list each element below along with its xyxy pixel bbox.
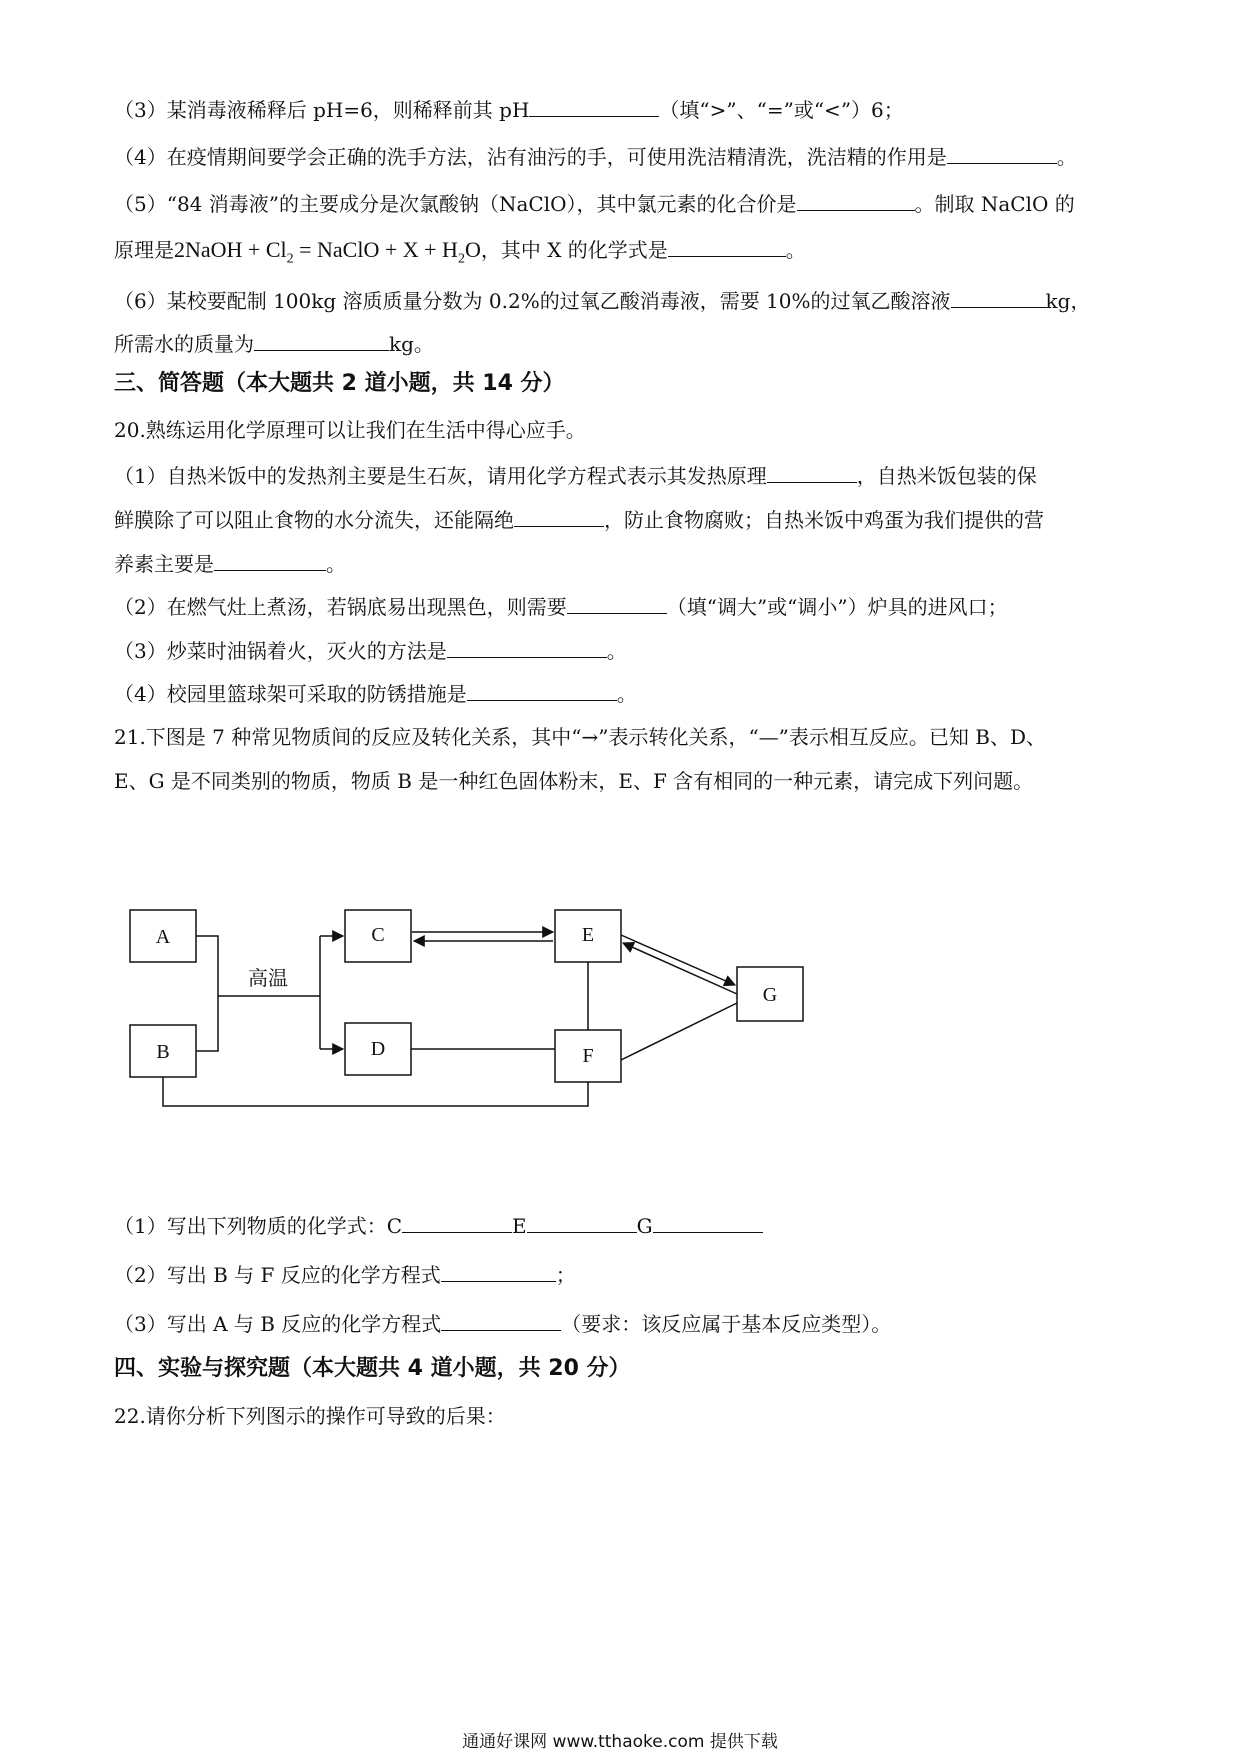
node-label-A: A bbox=[155, 926, 171, 948]
q21-intro-line1: 21.下图是 7 种常见物质间的反应及转化关系，其中“→”表示转化关系，“—”表示相互反应。已知 B、D、 bbox=[114, 725, 1046, 749]
q20-part3: （3）炒菜时油锅着火，灭火的方法是 。 bbox=[114, 639, 627, 663]
node-label-E: E bbox=[581, 924, 595, 946]
q19-part6-water: 所需水的质量为 kg。 bbox=[114, 332, 434, 356]
q20-intro: 20.熟练运用化学原理可以让我们在生活中得心应手。 bbox=[114, 418, 586, 442]
q19-part5-equation: 原理是2NaOH + $Cl_2$ = NaClO + $X + H_2O$，其中 X 的化学式是 。 bbox=[114, 237, 806, 267]
line-F-G bbox=[621, 1003, 737, 1060]
answer-blank-G[interactable] bbox=[653, 1212, 763, 1233]
section-heading: 三、简答题（本大题共 2 道小题，共 14 分） bbox=[114, 371, 565, 396]
node-label-C: C bbox=[371, 924, 385, 946]
q20-part1-line2: 鲜膜除了可以阻止食物的水分流失，还能隔绝 ，防止食物腐败；自热米饭中鸡蛋为我们提供的营 bbox=[114, 508, 1044, 532]
node-label-D: D bbox=[370, 1038, 386, 1060]
answer-blank[interactable] bbox=[441, 1310, 561, 1331]
q21-part3: （3）写出 A 与 B 反应的化学方程式 （要求：该反应属于基本反应类型）。 bbox=[114, 1312, 892, 1336]
q21-part2: （2）写出 B 与 F 反应的化学方程式 ； bbox=[114, 1263, 576, 1287]
arrow-E-to-G bbox=[621, 935, 735, 985]
footer: 通通好课网 www.tthaoke.com 提供下载 bbox=[462, 1732, 778, 1752]
answer-blank-E[interactable] bbox=[527, 1212, 637, 1233]
node-label-F: F bbox=[582, 1045, 594, 1067]
section-heading: 四、实验与探究题（本大题共 4 道小题，共 20 分） bbox=[114, 1356, 631, 1381]
q22-intro: 22.请你分析下列图示的操作可导致的后果： bbox=[114, 1404, 506, 1428]
q20-part1-line3: 养素主要是 。 bbox=[114, 552, 346, 576]
answer-blank[interactable] bbox=[441, 1261, 556, 1282]
answer-blank-C[interactable] bbox=[402, 1212, 512, 1233]
q20-part1: （1）自热米饭中的发热剂主要是生石灰，请用化学方程式表示其发热原理 ，自热米饭包装的保 bbox=[114, 464, 1037, 488]
condition-label: 高温 bbox=[248, 968, 288, 990]
node-label-B: B bbox=[156, 1041, 170, 1063]
q19-part4: （4）在疫情期间要学会正确的洗手方法，沾有油污的手，可使用洗洁精清洗，洗洁精的作用是 。 bbox=[114, 145, 1077, 169]
q21-part1: （1）写出下列物质的化学式：C E G bbox=[114, 1212, 763, 1239]
q21-intro-line2: E、G 是不同类别的物质，物质 B 是一种红色固体粉末，E、F 含有相同的一种元素，请完成下列问题。 bbox=[114, 769, 1034, 793]
q20-part4: （4）校园里篮球架可采取的防锈措施是 。 bbox=[114, 682, 637, 706]
q20-part2: （2）在燃气灶上煮汤，若锅底易出现黑色，则需要 （填“调大”或“调小”）炉具的进风口； bbox=[114, 595, 1008, 619]
arrow-G-to-E bbox=[623, 943, 737, 994]
chemical-equation: 2NaOH + $Cl_2$ = NaClO + $X + H_2O$ bbox=[174, 237, 481, 267]
q19-part5: （5）“84 消毒液”的主要成分是次氯酸钠（NaClO），其中氯元素的化合价是 。制取 NaClO 的 bbox=[114, 192, 1075, 216]
q19-part6: （6）某校要配制 100kg 溶质质量分数为 0.2%的过氧乙酸消毒液，需要 10%的过氧乙酸溶液 kg， bbox=[114, 289, 1091, 313]
connector-A bbox=[196, 936, 218, 1051]
q19-part3: （3）某消毒液稀释后 pH=6，则稀释前其 pH （填“>”、“=”或“<”）6； bbox=[114, 98, 904, 122]
line-B-F bbox=[163, 1077, 588, 1106]
node-label-G: G bbox=[762, 984, 778, 1006]
